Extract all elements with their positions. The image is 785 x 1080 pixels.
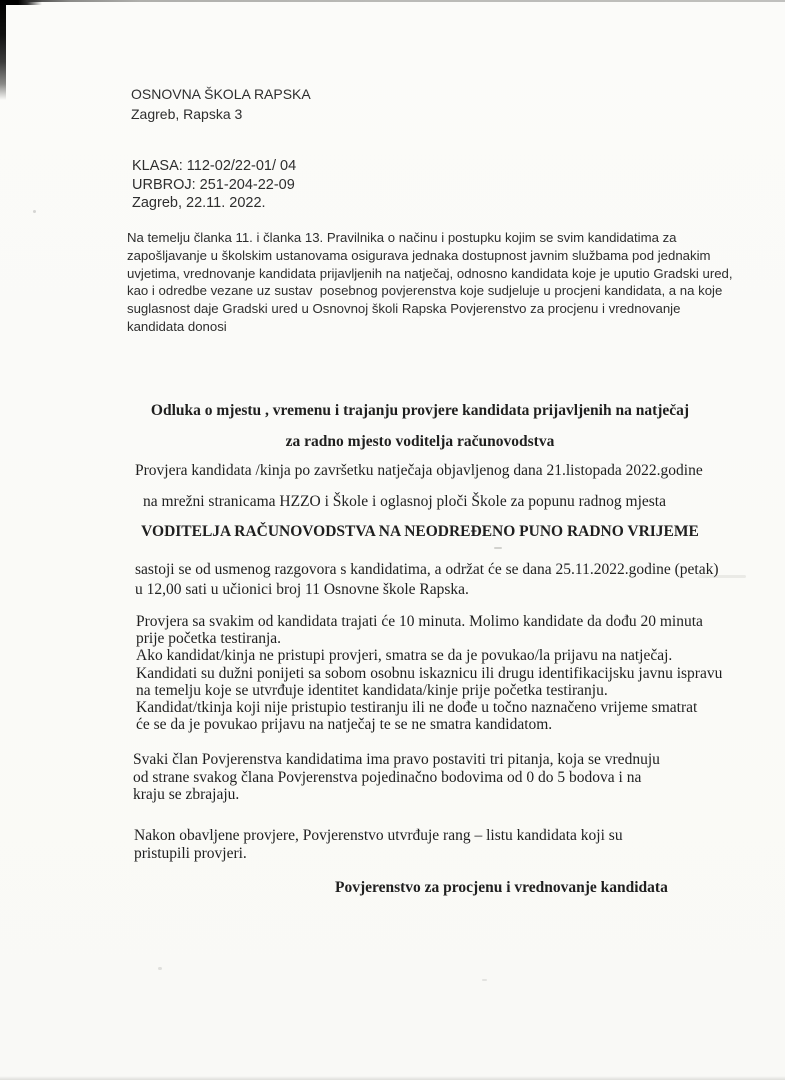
scan-artifact-corner-left [0,0,6,100]
klasa-line: KLASA: 112-02/22-01/ 04 [132,158,297,174]
rules-line: na temelju koje se utvrđuje identitet kandidata/kinje prije početka testiranju. [136,681,608,699]
scan-artifact-speck [482,979,487,981]
school-address: Zagreb, Rapska 3 [131,106,243,122]
scan-artifact-speck [158,967,162,970]
rules-line: Provjera sa svakim od kandidata trajati će 10 minuta. Molimo kandidate da dođu 20 minuta [136,613,703,630]
decision-title-line: Odluka o mjestu , vremenu i trajanju provjere kandidata prijavljenih na natječaj [150,402,690,419]
registry-meta [132,157,296,213]
intro-line: suglasnost daje Gradski ured u Osnovnoj školi Rapska Povjerenstvo za procjenu i vrednovanje [127,301,681,317]
announcement-paragraph [135,462,703,511]
decision-title [127,402,713,451]
school-name: OSNOVNA ŠKOLA RAPSKA [131,86,311,102]
scan-artifact-bottom-edge [0,1076,785,1080]
intro-line: kandidata donosi [127,318,227,334]
position-title: VODITELJA RAČUNOVODSTVA NA NEODREĐENO PUNO RADNO VRIJEME [141,523,699,540]
exam-details-line: sastoji se od usmenog razgovora s kandidatima, a održat će se dana 25.11.2022.godine (petak) [135,561,719,578]
ranking-line: pristupili provjeri. [134,845,247,862]
scoring-paragraph [133,751,660,804]
signature-block: Povjerenstvo za procjenu i vrednovanje kandidata [335,879,668,896]
ranking-line: Nakon obavljene provjere, Povjerenstvo utvrđuje rang – listu kandidata koji su [134,827,623,844]
intro-line: zapošljavanje u školskim ustanovama osigurava jednaka dostupnost javnim službama pod jednakim [127,247,711,263]
rules-paragraph [136,613,722,733]
place-date-line: Zagreb, 22.11. 2022. [132,195,266,211]
decision-title-line: za radno mjesto voditelja računovodstva [285,433,555,450]
urbroj-line: URBROJ: 251-204-22-09 [132,176,295,193]
scoring-line: Svaki član Povjerenstva kandidatima ima pravo postaviti tri pitanja, koja se vrednuju [133,751,660,768]
intro-line: kao i odredbe vezane uz sustav posebnog povjerenstva koje sudjeluje u procjeni kandidata, a na koje [127,283,723,299]
rules-line: Kandidat/tkinja koji nije pristupio testiranju ili ne dođe u točno naznačeno vrijeme smatrat [136,699,698,717]
announcement-line: na mrežni stranicama HZZO i Škole i oglasnoj ploči Škole za popunu radnog mjesta [143,493,666,510]
announcement-line: Provjera kandidata /kinja po završetku natječaja objavljenog dana 21.listopada 2022.godine [135,462,703,479]
rules-line: će se da je povukao prijavu na natječaj te se ne smatra kandidatom. [136,716,553,734]
scan-artifact-speck [494,547,502,549]
intro-line: Na temelju članka 11. i članka 13. Pravilnika o načinu i postupku kojim se svim kandidatima za [127,230,677,245]
school-letterhead [131,84,311,124]
intro-line: uvjetima, vrednovanje kandidata prijavljenih na natječaj, odnosno kandidata koje je uputio Gradski ured, [127,265,733,281]
rules-line: Kandidati su dužni ponijeti sa sobom osobnu iskaznicu ili drugu identifikacijsku javnu ispravu [136,664,723,682]
rules-line: Ako kandidat/kinja ne pristupi provjeri, smatra se da je povukao/la prijavu na natječaj. [136,647,673,665]
exam-details-line: u 12,00 sati u učionici broj 11 Osnovne škole Rapska. [135,580,469,598]
scoring-line: od strane svakog člana Povjerenstva pojedinačno bodovima od 0 do 5 bodova i na [133,768,642,786]
scan-artifact-speck [33,210,36,213]
scan-artifact-top-edge [0,0,785,2]
exam-details-paragraph [135,560,719,599]
scoring-line: kraju se zbrajaju. [133,786,240,804]
rules-line: prije početka testiranja. [136,630,282,648]
intro-paragraph [127,229,733,336]
ranking-paragraph [134,827,623,863]
scan-artifact-corner-top [0,0,42,5]
